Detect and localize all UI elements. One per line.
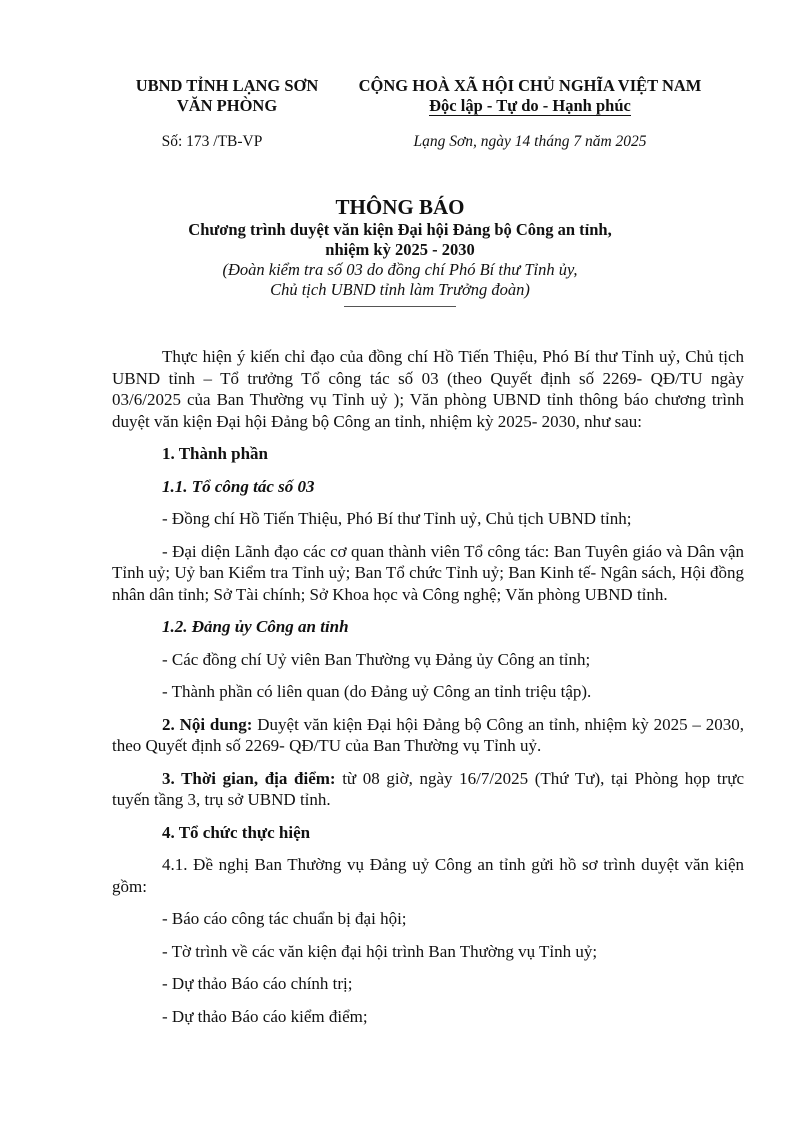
document-title-block bbox=[80, 194, 720, 307]
document-body bbox=[112, 346, 744, 1027]
section-2-text: Duyệt văn kiện Đại hội Đảng bộ Công an tỉnh, nhiệm kỳ 2025 – 2030, theo Quyết định số 2269- QĐ/TU của Ban Thường vụ Tỉnh uỷ. bbox=[112, 714, 744, 755]
section-4-heading: 4. Tổ chức thực hiện bbox=[162, 822, 311, 842]
document-type: THÔNG BÁO bbox=[335, 195, 465, 219]
section-1-2-heading: 1.2. Đảng ủy Công an tỉnh bbox=[162, 617, 349, 636]
section-2-paragraph bbox=[112, 714, 744, 757]
section-1-2-item-2: - Thành phần có liên quan (do Đảng uỷ Công an tỉnh triệu tập). bbox=[162, 682, 592, 701]
section-1-1-item-1: - Đồng chí Hồ Tiến Thiệu, Phó Bí thư Tỉnh uỷ, Chủ tịch UBND tỉnh; bbox=[162, 509, 632, 528]
section-2-label: 2. Nội dung: bbox=[162, 714, 253, 734]
title-divider bbox=[344, 306, 456, 307]
section-1-1-heading: 1.1. Tổ công tác số 03 bbox=[162, 476, 315, 496]
note-line-2: Chủ tịch UBND tỉnh làm Trưởng đoàn) bbox=[270, 280, 530, 299]
nation-name: CỘNG HOÀ XÃ HỘI CHỦ NGHĨA VIỆT NAM bbox=[358, 76, 702, 95]
list-item: - Tờ trình về các văn kiện đại hội trình Ban Thường vụ Tỉnh uỷ; bbox=[162, 941, 598, 961]
list-item: - Báo cáo công tác chuẩn bị đại hội; bbox=[162, 909, 407, 928]
issuing-agency bbox=[112, 76, 342, 116]
agency-parent: UBND TỈNH LẠNG SƠN bbox=[135, 76, 319, 95]
intro-paragraph: Thực hiện ý kiến chỉ đạo của đồng chí Hồ Tiến Thiệu, Phó Bí thư Tỉnh uỷ, Chủ tịch UBND tỉnh – Tổ trưởng Tổ công tác số 03 (theo Quyết định số 2269- QĐ/TU ngày 03/6/2025 của Ban Thường vụ Tỉnh uỷ ); Văn phòng UBND tỉnh thông báo chương trình duyệt văn kiện Đại hội Đảng bộ Công an tỉnh, nhiệm kỳ 2025- 2030, như sau: bbox=[112, 347, 744, 431]
subject-line-2: nhiệm kỳ 2025 - 2030 bbox=[325, 240, 475, 259]
section-3-label: 3. Thời gian, địa điểm: bbox=[162, 768, 336, 788]
note-line-1: (Đoàn kiểm tra số 03 do đồng chí Phó Bí thư Tỉnh ủy, bbox=[222, 260, 578, 279]
document-number: Số: 173 /TB-VP bbox=[161, 133, 263, 150]
section-3-text: từ 08 giờ, ngày 16/7/2025 (Thứ Tư), tại Phòng họp trực tuyến tầng 3, trụ sở UBND tỉnh. bbox=[112, 768, 744, 809]
section-1-1-item-2: - Đại diện Lãnh đạo các cơ quan thành viên Tổ công tác: Ban Tuyên giáo và Dân vận Tỉnh uỷ; Uỷ ban Kiểm tra Tỉnh uỷ; Ban Tổ chức Tỉnh uỷ; Ban Kinh tế- Ngân sách, Hội đồng nhân dân tỉnh; Sở Tài chính; Sở Khoa học và Công nghệ; Văn phòng UBND tỉnh. bbox=[112, 541, 744, 604]
section-1-heading: 1. Thành phần bbox=[162, 444, 269, 463]
list-item: - Dự thảo Báo cáo chính trị; bbox=[162, 974, 353, 993]
subject-line-1: Chương trình duyệt văn kiện Đại hội Đảng bộ Công an tỉnh, bbox=[188, 220, 612, 239]
national-header bbox=[330, 76, 730, 116]
section-3-paragraph bbox=[112, 768, 744, 811]
list-item: - Dự thảo Báo cáo kiểm điểm; bbox=[162, 1006, 368, 1026]
place-and-date: Lạng Sơn, ngày 14 tháng 7 năm 2025 bbox=[413, 133, 647, 150]
agency-name: VĂN PHÒNG bbox=[176, 96, 278, 115]
section-1-2-item-1: - Các đồng chí Uỷ viên Ban Thường vụ Đảng ủy Công an tỉnh; bbox=[162, 649, 591, 669]
national-motto: Độc lập - Tự do - Hạnh phúc bbox=[429, 96, 631, 115]
section-4-1-paragraph: 4.1. Đề nghị Ban Thường vụ Đảng uỷ Công an tỉnh gửi hồ sơ trình duyệt văn kiện gồm: bbox=[112, 855, 744, 896]
